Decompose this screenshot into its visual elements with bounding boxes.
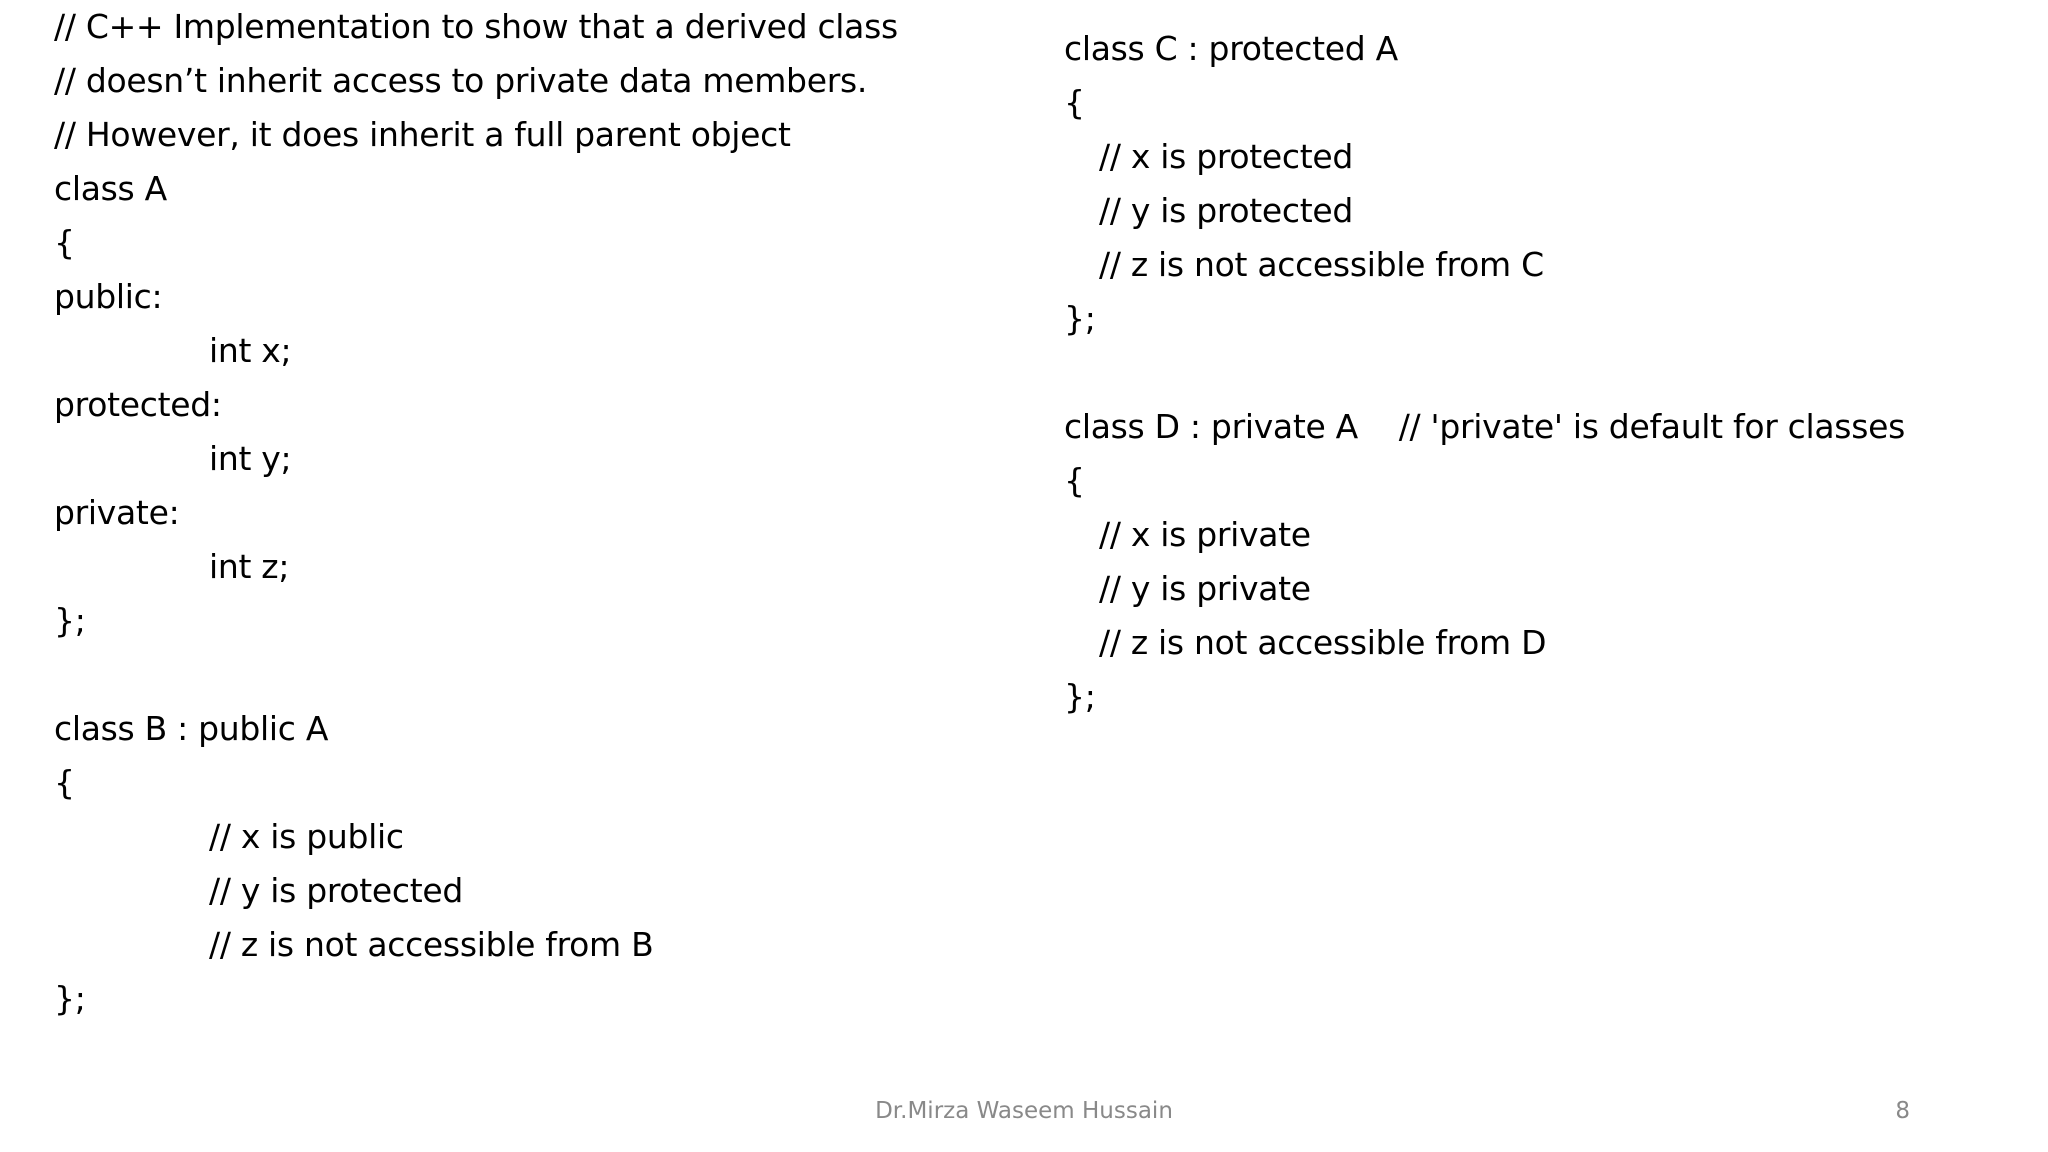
code-line: // x is protected bbox=[1099, 137, 1354, 176]
blank-line bbox=[1064, 346, 1905, 400]
code-line: }; bbox=[54, 979, 86, 1018]
code-line: // C++ Implementation to show that a derived class bbox=[54, 7, 898, 46]
code-line: { bbox=[54, 763, 75, 802]
footer-author: Dr.Mirza Waseem Hussain bbox=[875, 1098, 1173, 1124]
code-line: // However, it does inherit a full parent object bbox=[54, 115, 791, 154]
code-line: public: bbox=[54, 277, 163, 316]
code-line: // x is public bbox=[209, 817, 404, 856]
code-block-right bbox=[1064, 22, 1905, 724]
code-line: class B : public A bbox=[54, 709, 329, 748]
code-line: private: bbox=[54, 493, 180, 532]
blank-line bbox=[54, 648, 898, 702]
code-block-left bbox=[54, 0, 898, 1026]
code-line: int y; bbox=[209, 439, 292, 478]
page-number: 8 bbox=[1895, 1098, 1910, 1124]
code-line: }; bbox=[54, 601, 86, 640]
code-line: int z; bbox=[209, 547, 290, 586]
code-line: // z is not accessible from B bbox=[209, 925, 654, 964]
code-line: { bbox=[1064, 461, 1085, 500]
code-line: int x; bbox=[209, 331, 292, 370]
code-line: // z is not accessible from C bbox=[1099, 245, 1544, 284]
code-line: protected: bbox=[54, 385, 222, 424]
code-line: }; bbox=[1064, 299, 1096, 338]
code-line: // x is private bbox=[1099, 515, 1311, 554]
code-line: }; bbox=[1064, 677, 1096, 716]
code-line: // doesn’t inherit access to private data members. bbox=[54, 61, 868, 100]
code-line: // y is protected bbox=[209, 871, 464, 910]
code-line: { bbox=[1064, 83, 1085, 122]
code-line: // z is not accessible from D bbox=[1099, 623, 1547, 662]
code-line: { bbox=[54, 223, 75, 262]
code-line: // y is protected bbox=[1099, 191, 1354, 230]
code-line: class C : protected A bbox=[1064, 29, 1398, 68]
code-line: class A bbox=[54, 169, 167, 208]
code-line: class D : private A // 'private' is default for classes bbox=[1064, 407, 1905, 446]
code-line: // y is private bbox=[1099, 569, 1311, 608]
